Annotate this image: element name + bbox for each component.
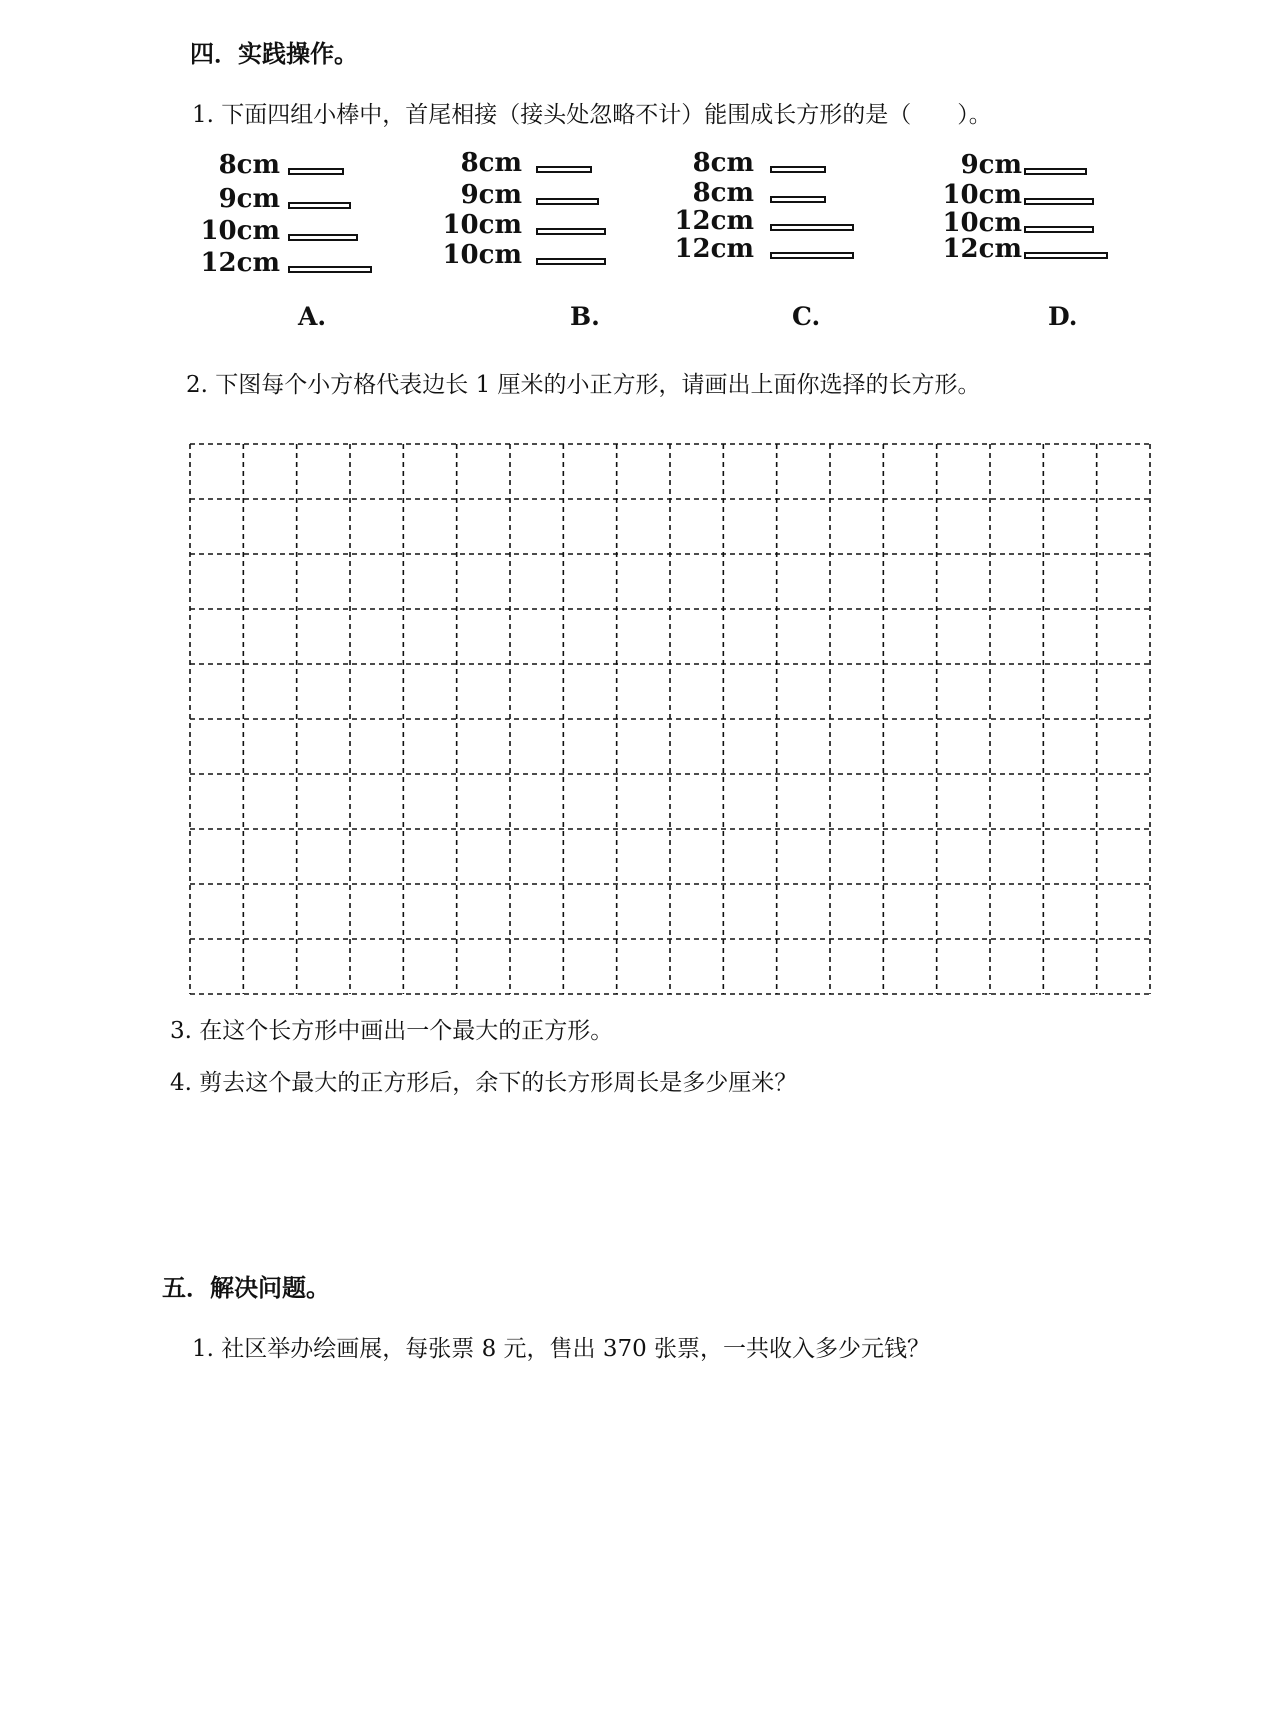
stick-bar — [1024, 168, 1087, 175]
stick-label: 9cm — [960, 150, 1022, 180]
stick-bar — [770, 252, 854, 259]
stick-bar — [536, 258, 606, 265]
option-d: D. — [1048, 302, 1078, 331]
stick-label: 8cm — [692, 178, 754, 208]
stick-bar — [288, 234, 358, 241]
question-4-3: 3. 在这个长方形中画出一个最大的正方形。 — [170, 1018, 614, 1044]
stick-bar — [770, 166, 826, 173]
option-b: B. — [570, 302, 600, 331]
question-4-1: 1. 下面四组小棒中，首尾相接（接头处忽略不计）能围成长方形的是（ ）。 — [192, 102, 992, 128]
stick-label: 12cm — [942, 234, 1022, 264]
stick-bar — [1024, 198, 1094, 205]
question-5-1: 1. 社区举办绘画展，每张票 8 元，售出 370 张票，一共收入多少元钱？ — [192, 1336, 931, 1362]
stick-bar — [536, 198, 599, 205]
stick-label: 8cm — [460, 148, 522, 178]
stick-bar — [288, 266, 372, 273]
stick-group-a — [186, 150, 446, 320]
stick-label: 10cm — [442, 240, 522, 270]
stick-group-d — [928, 150, 1188, 320]
stick-label: 10cm — [200, 216, 280, 246]
option-a: A. — [298, 302, 327, 331]
stick-bar — [1024, 226, 1094, 233]
stick-bar — [536, 228, 606, 235]
question-4-2: 2. 下图每个小方格代表边长 1 厘米的小正方形，请画出上面你选择的长方形。 — [186, 372, 981, 398]
stick-label: 12cm — [674, 206, 754, 236]
stick-label: 10cm — [942, 208, 1022, 238]
stick-bar — [288, 202, 351, 209]
stick-label: 12cm — [200, 248, 280, 278]
stick-bar — [536, 166, 592, 173]
question-4-4: 4. 剪去这个最大的正方形后，余下的长方形周长是多少厘米？ — [170, 1070, 798, 1096]
stick-label: 10cm — [442, 210, 522, 240]
stick-label: 12cm — [674, 234, 754, 264]
stick-label: 9cm — [460, 180, 522, 210]
square-grid — [186, 440, 1156, 1000]
stick-group-c — [660, 148, 920, 318]
stick-group-b — [428, 148, 688, 318]
stick-label: 8cm — [218, 150, 280, 180]
section-4-title: 四．实践操作。 — [190, 40, 358, 68]
stick-bar — [1024, 252, 1108, 259]
stick-label: 9cm — [218, 184, 280, 214]
stick-bar — [770, 224, 854, 231]
stick-bar — [770, 196, 826, 203]
option-c: C. — [792, 302, 821, 331]
section-5-title: 五．解决问题。 — [162, 1274, 330, 1302]
stick-bar — [288, 168, 344, 175]
stick-label: 10cm — [942, 180, 1022, 210]
stick-label: 8cm — [692, 148, 754, 178]
